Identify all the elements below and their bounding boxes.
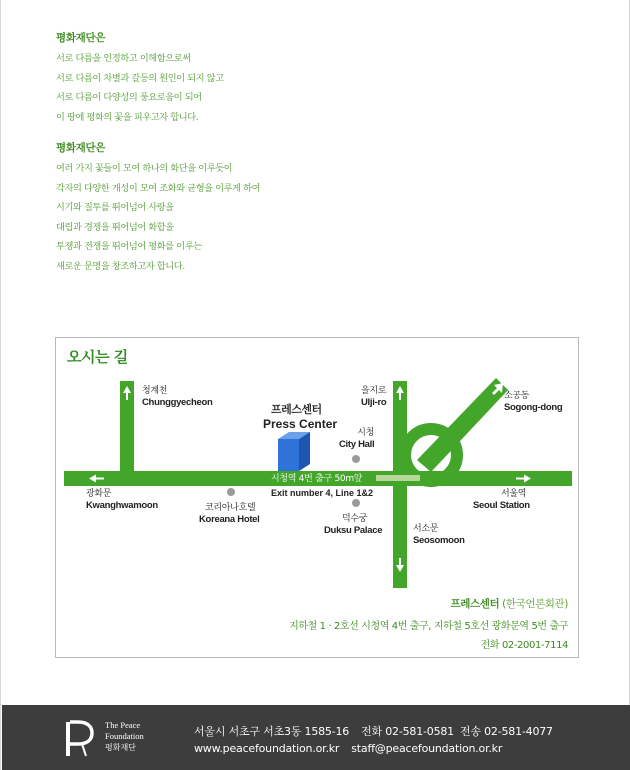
info-phone: 전화 02-2001-7114 [480,640,568,651]
label-ko: 덕수궁 [342,514,368,524]
press-center-label-en: Press Center [263,417,338,431]
press-center-label-ko: 프레스센터 [271,403,322,416]
intro-line: 대립과 경쟁을 뛰어넘어 화합을 [56,221,174,233]
label-en: City Hall [339,439,375,450]
footer [2,705,630,770]
info-name-main: 프레스센터 [450,598,500,610]
label-deoksu [324,514,382,536]
intro-section-1 [56,30,224,127]
intro-lines-2 [56,159,260,276]
exit-label: Exit number 4, Line 1&2 [271,488,374,498]
intro-line: 서로 다름이 차별과 갈등의 원인이 되지 않고 [56,72,224,84]
intro-line: 투쟁과 전쟁을 뛰어넘어 평화를 이루는 [56,241,202,252]
footer-tel: 전화 02-581-0581 [361,725,454,738]
road-label: 시청역 4번 출구 50m앞 [271,474,363,484]
label-en: Seosomoon [413,535,465,546]
logo-line2: Foundation [105,731,144,741]
marker-cityhall-icon [352,455,360,463]
label-cheonggye [142,386,213,408]
label-ko: 소공동 [504,391,530,401]
label-en: Kwanghwamoon [86,500,158,511]
label-ko: 을지로 [361,386,387,396]
logo-line3: 평화재단 [105,743,136,752]
label-ko: 코리아나호텔 [205,503,256,513]
marker-deoksu-icon [352,499,360,507]
label-en: Koreana Hotel [199,514,260,525]
label-en: Chunggyecheon [142,397,213,408]
info-name-paren: (한국언론회관) [502,598,568,610]
label-ko: 광화문 [86,489,112,499]
info-name [450,596,568,611]
intro-line: 각자의 다양한 개성이 모여 조화와 균형을 이루게 하여 [56,182,261,194]
label-en: Duksu Palace [324,525,383,536]
footer-web-line [194,742,502,755]
footer-fax: 전송 02-581-4077 [459,725,553,738]
footer-contact-line [194,723,553,739]
intro-line: 새로운 문명을 창조하고자 합니다. [56,260,185,272]
logo-line1: The Peace [105,720,141,730]
intro-heading-1: 평화재단은 [56,32,106,44]
intro-section-2 [56,140,260,276]
info-directions: 지하철 1 · 2호선 시청역 4번 출구, 지하철 5호선 광화문역 5번 출구 [289,621,568,632]
label-ko: 청계천 [142,386,168,396]
footer-email-link[interactable]: staff@peacefoundation.or.kr [351,742,503,755]
directions-map [55,337,579,658]
label-seoulstation [473,489,530,511]
label-ko: 서울역 [501,489,527,499]
marker-koreana-icon [227,488,235,496]
label-seosomun [413,524,465,546]
intro-line: 서로 다름을 인정하고 이해함으로써 [56,53,191,64]
footer-website-link[interactable]: www.peacefoundation.or.kr [194,742,340,755]
label-sogong [504,391,562,413]
label-en: Sogong-dong [504,402,563,413]
label-en: Seoul Station [473,500,530,511]
logo-text [105,720,144,753]
peace-foundation-logo-icon [64,718,98,758]
label-cityhall [339,428,374,450]
label-uljiro [361,386,386,408]
label-koreana [199,503,260,525]
map-title: 오시는 길 [67,348,128,366]
footer-address: 서울시 서초구 서초3동 1585-16 [194,725,350,738]
building-front [278,439,299,471]
label-ko: 시청 [357,428,375,438]
label-gwanghwamun [86,489,158,511]
crosswalk [376,475,420,481]
intro-lines-1 [56,49,224,127]
intro-line: 여러 가지 꽃들이 모여 하나의 화단을 이루듯이 [56,163,233,174]
intro-heading-2: 평화재단은 [56,142,106,154]
intro-line: 서로 다름이 다양성의 풍요로움이 되어 [56,92,202,103]
intro-line: 시기와 질투를 뛰어넘어 사랑을 [56,202,174,213]
intro-line: 이 땅에 평화의 꽃을 피우고자 합니다. [56,111,199,123]
label-en: Ulji-ro [361,397,387,408]
label-ko: 서소문 [413,524,439,534]
